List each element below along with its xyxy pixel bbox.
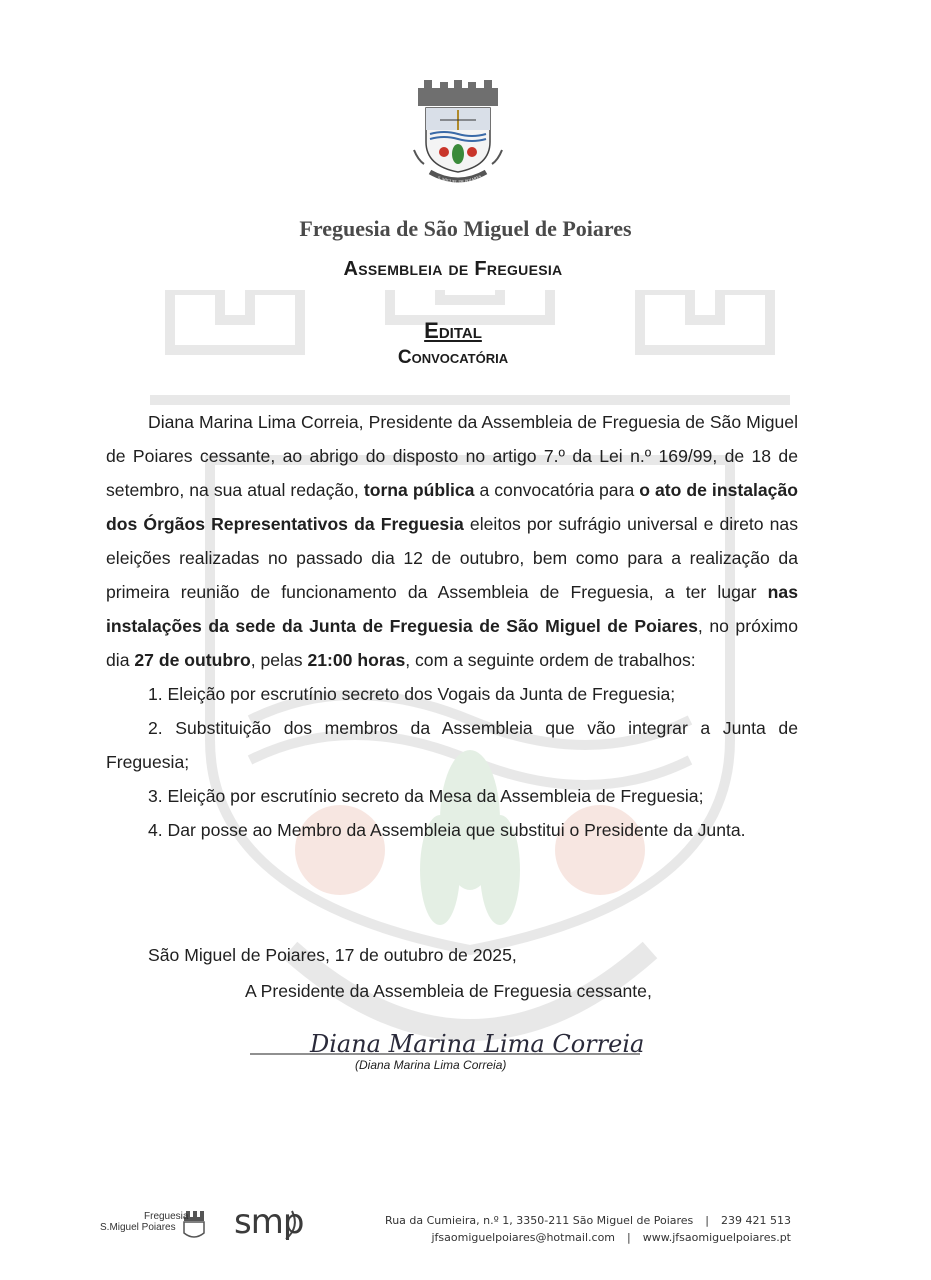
edital-heading: Edital xyxy=(424,318,482,343)
footer-line-2 xyxy=(385,1229,791,1246)
footer-address: Rua da Cumieira, n.º 1, 3350-211 São Miguel de Poiares xyxy=(385,1214,694,1227)
signature-script: Diana Marina Lima Correia xyxy=(310,1030,645,1058)
footer-logo-word-parish: S.Miguel Poiares xyxy=(100,1222,176,1233)
body-text-segment: , pelas xyxy=(250,650,308,670)
footer-phone: 239 421 513 xyxy=(721,1214,791,1227)
body-text-segment: eleitos por sufrágio universal e direto nas eleições realizadas no passado dia 12 de outubro, bem como para a realização da primeira reunião de funcionamento da Assembleia de Freguesia, a ter lugar xyxy=(106,514,798,602)
body-bold-segment: torna pública xyxy=(363,480,475,500)
footer-website[interactable]: www.jfsaomiguelpoiares.pt xyxy=(642,1231,791,1244)
notice-body xyxy=(106,405,798,847)
signer-name: (Diana Marina Lima Correia) xyxy=(355,1058,507,1072)
agenda-item-4: 4. Dar posse ao Membro da Assembleia que substitui o Presidente da Junta. xyxy=(148,820,746,840)
footer-email[interactable]: jfsaomiguelpoiares@hotmail.com xyxy=(431,1231,616,1244)
body-bold-segment: 27 de outubro xyxy=(134,650,251,670)
organization-title: Freguesia de São Miguel de Poiares xyxy=(299,216,632,241)
body-bold-segment: o ato de instalação dos Órgãos Representativos da Freguesia xyxy=(106,480,798,534)
footer-smp-logo: smp xyxy=(234,1202,304,1242)
parish-crest-icon xyxy=(410,80,506,186)
body-bold-segment: 21:00 horas xyxy=(307,650,406,670)
agenda-item-3: 3. Eleição por escrutínio secreto da Mesa da Assembleia de Freguesia; xyxy=(148,786,704,806)
signer-role: A Presidente da Assembleia de Freguesia cessante, xyxy=(245,981,652,1001)
footer-line-1 xyxy=(385,1212,791,1229)
convocatoria-heading: Convocatória xyxy=(397,347,509,368)
footer-separator: | xyxy=(705,1214,710,1227)
assembly-title: Assembleia de Freguesia xyxy=(343,258,563,280)
body-text-segment: , com a seguinte ordem de trabalhos: xyxy=(405,650,696,670)
body-text-segment: , no próximo dia xyxy=(106,616,798,670)
agenda-item-1: 1. Eleição por escrutínio secreto dos Vogais da Junta de Freguesia; xyxy=(148,684,676,704)
crest-motto: S. MIGUEL DE POIARES xyxy=(437,173,483,185)
footer-contact xyxy=(385,1212,791,1246)
body-bold-segment: nas instalações da sede da Junta de Freguesia de São Miguel de Poiares xyxy=(106,582,798,636)
footer-separator: | xyxy=(627,1231,631,1244)
body-text-segment: Diana Marina Lima Correia, Presidente da Assembleia de Freguesia de São Miguel de Poiares cessante, ao abrigo do disposto no artigo 7.º da Lei n.º 169/99, de 18 de setembro, na sua atual redação, xyxy=(106,412,798,500)
place-and-date: São Miguel de Poiares, 17 de outubro de 2025, xyxy=(148,945,517,965)
agenda-item-2: 2. Substituição dos membros da Assembleia que vão integrar a Junta de Freguesia; xyxy=(106,718,798,772)
notice-paragraph xyxy=(106,405,798,677)
body-text-segment: a convocatória para xyxy=(474,480,640,500)
footer-logo-word-freguesia: Freguesia xyxy=(144,1211,189,1222)
